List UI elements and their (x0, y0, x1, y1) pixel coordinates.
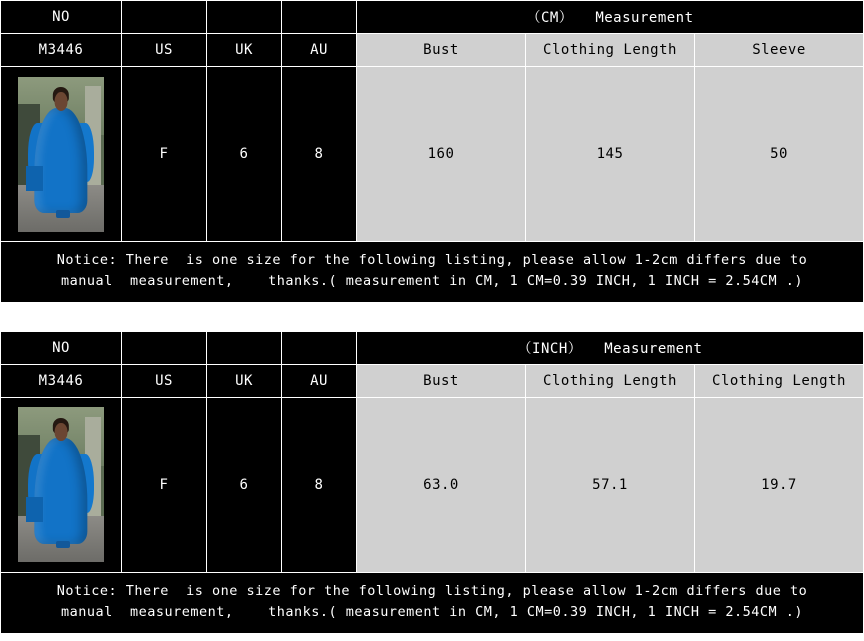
value-clothing-length: 145 (526, 67, 695, 242)
shoes (56, 541, 70, 549)
notice-line-1: Notice: There is one size for the following listing, please allow 1-2cm differs due to (56, 582, 808, 599)
col-header-clothing-length: Clothing Length (526, 34, 695, 67)
notice-cell (1, 572, 864, 633)
table-header-row (1, 1, 864, 34)
value-clothing-length: 57.1 (526, 397, 695, 572)
measurement-label: Measurement (604, 340, 703, 357)
col-header-bust: Bust (357, 34, 526, 67)
col-header-uk: UK (207, 34, 282, 67)
header-spacer-us (122, 331, 207, 364)
handbag (26, 166, 43, 191)
notice-line-2: manual measurement, thanks.( measurement in CM, 1 CM=0.39 INCH, 1 INCH = 2.54CM .) (61, 603, 803, 620)
product-code: M3446 (1, 34, 122, 67)
dress-body (34, 108, 87, 213)
size-table-inch (0, 331, 864, 634)
value-uk: 6 (207, 67, 282, 242)
table-header-row (1, 331, 864, 364)
header-no: NO (1, 1, 122, 34)
col-header-clothing-length: Clothing Length (526, 364, 695, 397)
shoes (56, 210, 70, 218)
product-photo (18, 77, 104, 232)
header-spacer-uk (207, 331, 282, 364)
product-image-cell (1, 397, 122, 572)
value-bust: 160 (357, 67, 526, 242)
value-us: F (122, 67, 207, 242)
notice-row (1, 572, 864, 633)
col-header-au: AU (282, 364, 357, 397)
col-header-uk: UK (207, 364, 282, 397)
header-spacer-us (122, 1, 207, 34)
handbag (26, 497, 43, 522)
value-us: F (122, 397, 207, 572)
header-spacer-uk (207, 1, 282, 34)
table-subheader-row (1, 34, 864, 67)
product-image-cell (1, 67, 122, 242)
col-header-sleeve: Sleeve (695, 34, 864, 67)
col-header-us: US (122, 364, 207, 397)
header-unit-measurement (357, 1, 864, 34)
value-bust: 63.0 (357, 397, 526, 572)
header-spacer-au (282, 1, 357, 34)
notice-row (1, 242, 864, 303)
value-uk: 6 (207, 397, 282, 572)
col-header-clothing-length-2: Clothing Length (695, 364, 864, 397)
col-header-us: US (122, 34, 207, 67)
product-code: M3446 (1, 364, 122, 397)
model-head (55, 423, 68, 442)
notice-cell (1, 242, 864, 303)
notice-line-1: Notice: There is one size for the following listing, please allow 1-2cm differs due to (56, 252, 808, 268)
table-data-row (1, 397, 864, 572)
product-photo (18, 407, 104, 562)
measurement-label: Measurement (595, 10, 694, 26)
size-table-cm (0, 0, 864, 303)
unit-label: （INCH） (517, 340, 583, 357)
table-subheader-row (1, 364, 864, 397)
value-sleeve: 50 (695, 67, 864, 242)
header-no: NO (1, 331, 122, 364)
value-au: 8 (282, 397, 357, 572)
table-separator (0, 303, 864, 331)
header-spacer-au (282, 331, 357, 364)
unit-label: （CM） (526, 10, 574, 26)
value-clothing-length-2: 19.7 (695, 397, 864, 572)
header-unit-measurement (357, 331, 864, 364)
notice-line-2: manual measurement, thanks.( measurement in CM, 1 CM=0.39 INCH, 1 INCH = 2.54CM .) (61, 272, 803, 289)
table-data-row (1, 67, 864, 242)
model-head (55, 92, 68, 111)
dress-body (34, 438, 87, 543)
value-au: 8 (282, 67, 357, 242)
col-header-bust: Bust (357, 364, 526, 397)
col-header-au: AU (282, 34, 357, 67)
